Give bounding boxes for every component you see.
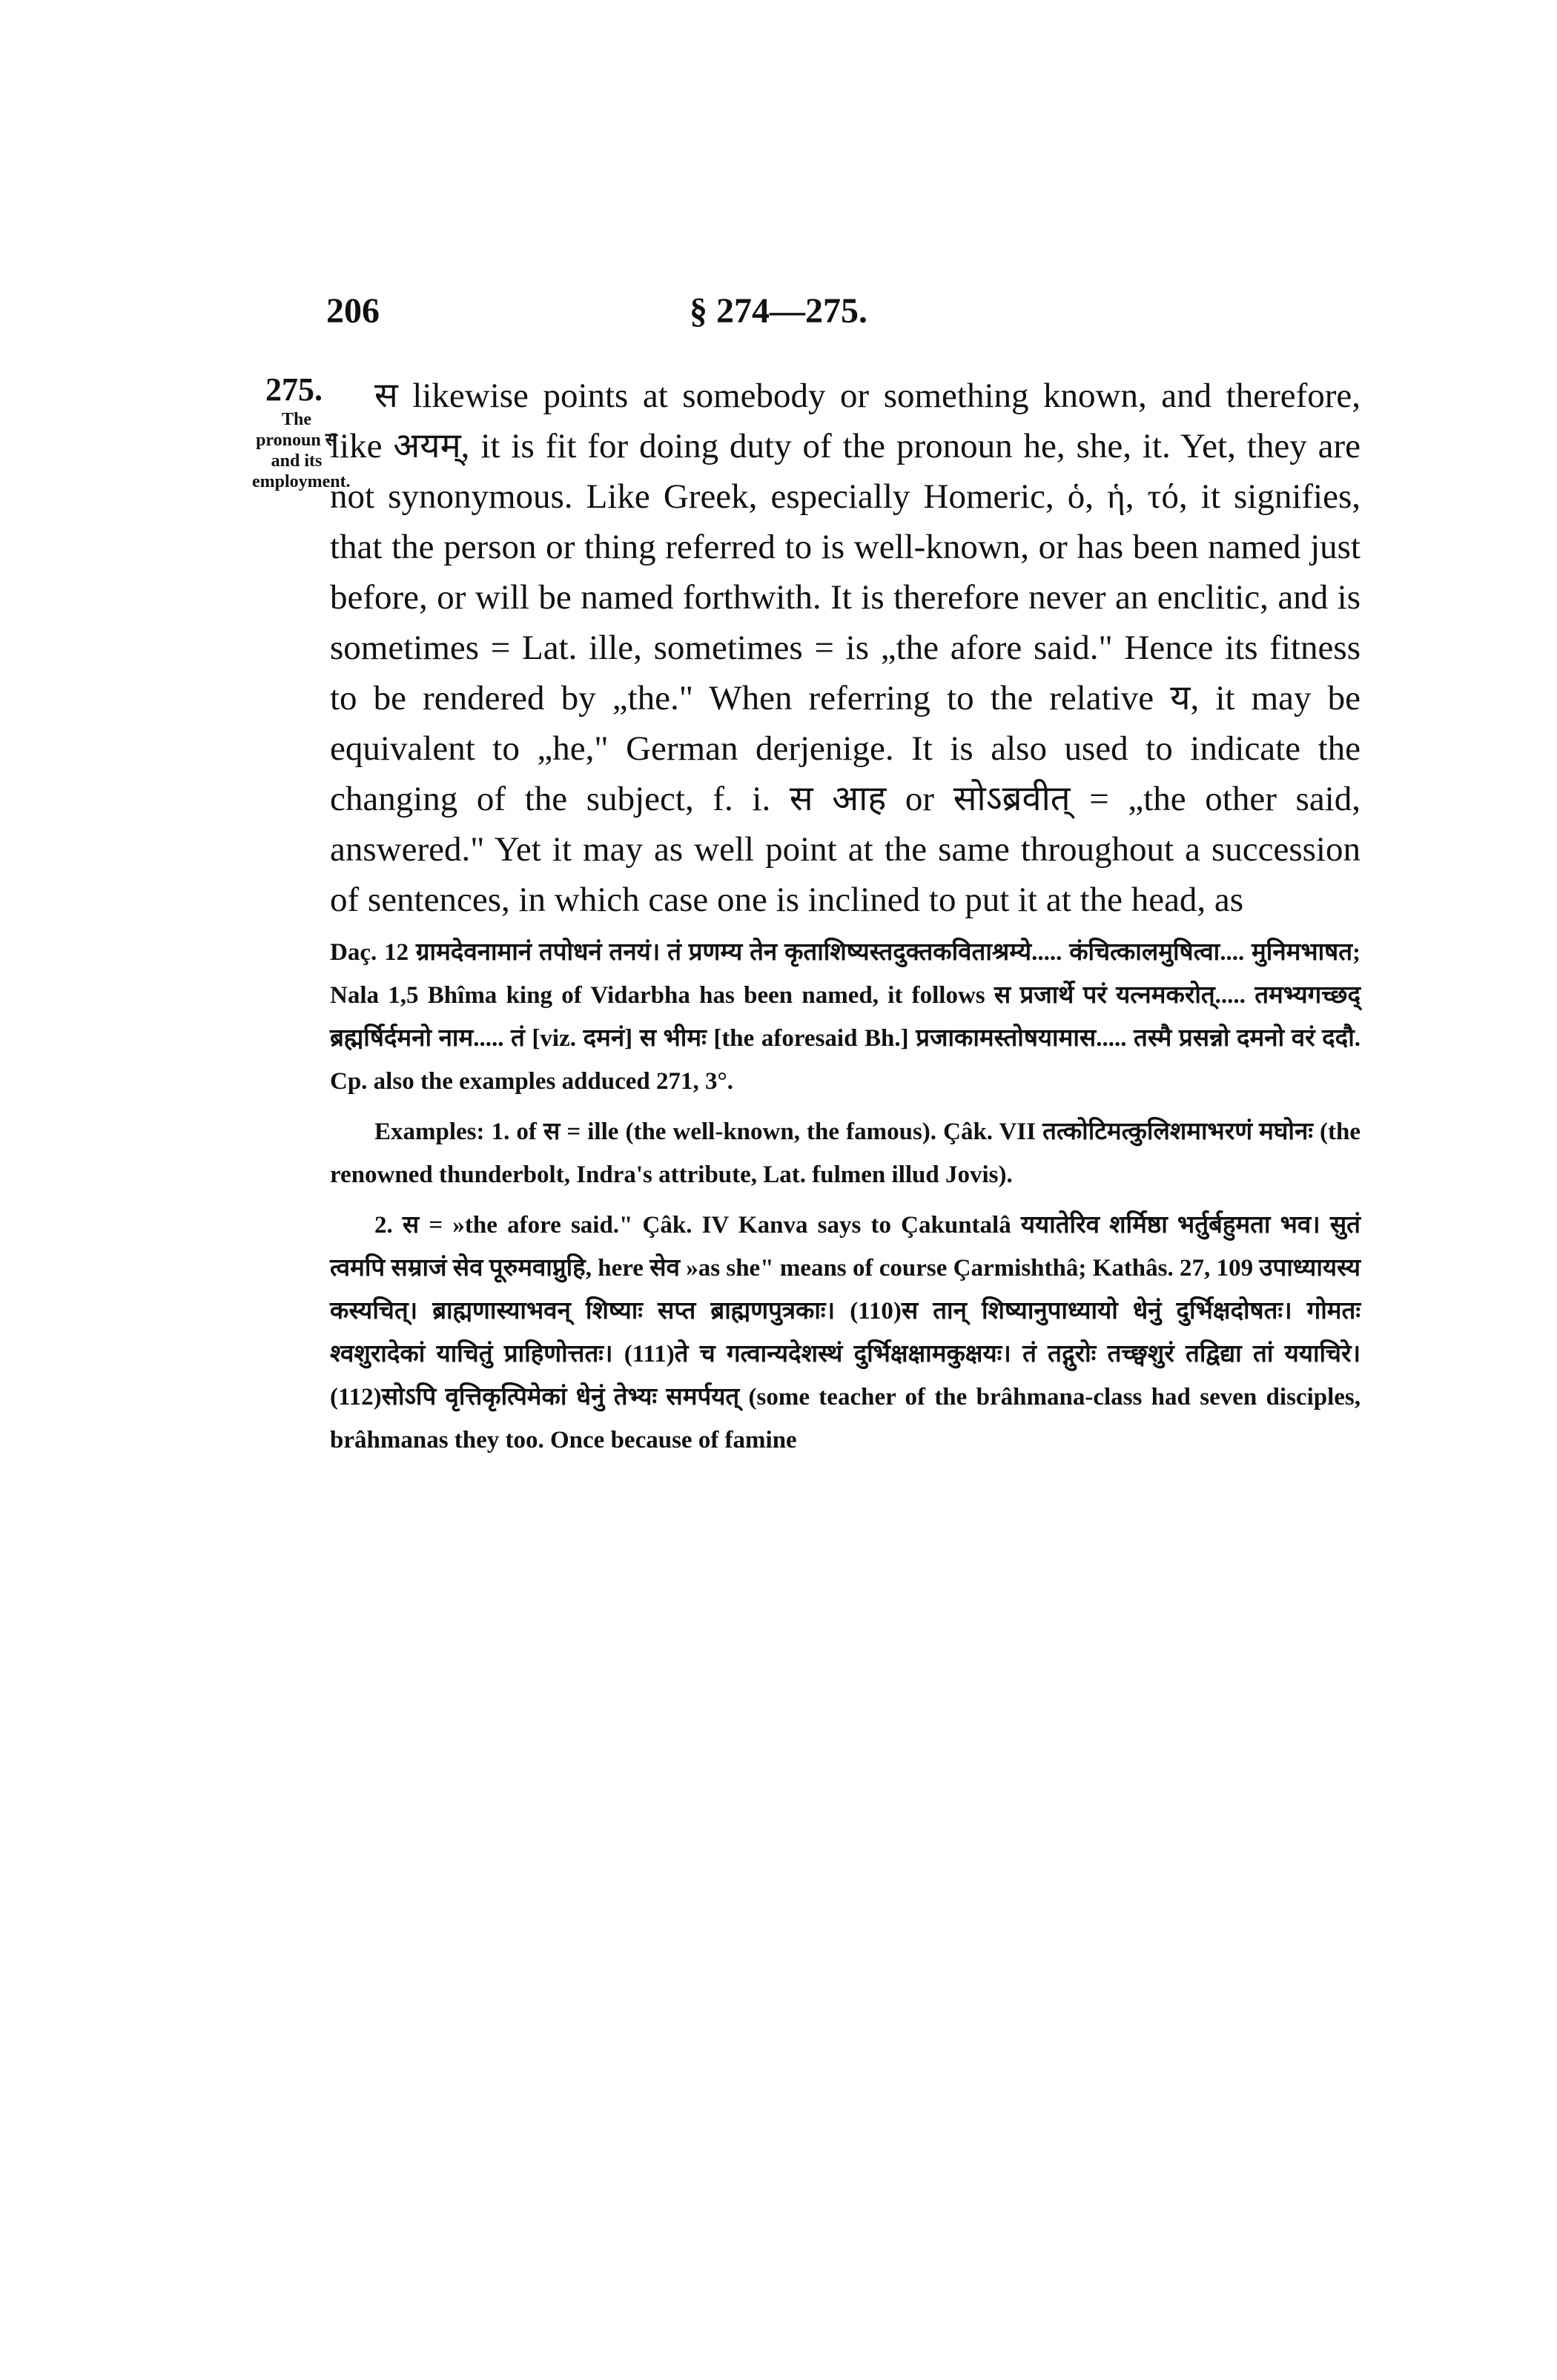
section-range: § 274—275. — [690, 291, 867, 331]
section-number: 275. — [265, 371, 323, 408]
page-number: 206 — [326, 291, 380, 331]
small-text — [330, 931, 1361, 1469]
page-header — [326, 291, 1364, 335]
paragraph: 2. स = »the afore said." Çâk. IV Kanva says to Çakuntalâ ययातेरिव शर्मिष्ठा भर्तुर्बहुमता भव। सुतं त्वमपि सम्राजं सेव पूरुमवाप्नुहि, here सेव »as she" means of course Çarmishthâ; Kathâs. 27, 109 उपाध्यायस्य कस्यचित्। ब्राह्मणास्याभवन् शिष्याः सप्त ब्राह्मणपुत्रकाः। (110)स तान् शिष्यानुपाध्यायो धेनुं दुर्भिक्षदोषतः। गोमतः श्वशुरादेकां याचितुं प्राहिणोत्ततः। (111)ते च गत्वान्यदेशस्थं दुर्भिक्षक्षामकुक्षयः। तं तद्गुरोः तच्छ्वशुरं तद्विद्या तां ययाचिरे। (112)सोऽपि वृत्तिकृत्पिमेकां धेनुं तेभ्यः समर्पयत् (some teacher of the brâhmana-class had seven disciples, brâhmanas they too. Once because of famine — [330, 1212, 1361, 1453]
main-text — [330, 371, 1361, 925]
paragraph: Examples: 1. of स = ille (the well-known, the famous). Çâk. VII तत्कोटिमत्कुलिशमाभरणं मघोनः (the renowned thunderbolt, Indra's attribute, Lat. fulmen illud Jovis). — [330, 1118, 1361, 1188]
paragraph: Daç. 12 ग्रामदेवनामानं तपोधनं तनयं। तं प्रणम्य तेन कृताशिष्यस्तदुक्तकविताश्रम्ये..... कंचित्कालमुषित्वा.... मुनिमभाषत; Nala 1,5 Bhîma king of Vidarbha has been named, it follows स प्रजार्थे परं यत्नमकरोत्..... तमभ्यगच्छद् ब्रह्मर्षिर्दमनो नाम..... तं [viz. दमनं] स भीमः [the aforesaid Bh.] प्रजाकामस्तोषयामास..... तस्मै प्रसन्नो दमनो वरं ददौ. Cp. also the examples adduced 271, 3°. — [330, 939, 1361, 1095]
paragraph: स likewise points at somebody or something known, and therefore, like अयम्, it is fit for doing duty of the pronoun he, she, it. Yet, they are not synonymous. Like Greek, especially Homeric, ὁ, ἡ, τό, it signifies, that the person or thing referred to is well-known, or has been named just before, or will be named forthwith. It is therefore never an enclitic, and is sometimes = Lat. ille, sometimes = is „the afore said." Hence its fitness to be rendered by „the." When referring to the relative य, it may be equivalent to „he," German derjenige. It is also used to indicate the changing of the subject, f. i. स आह or सोऽब्रवीत् = „the other said, answered." Yet it may as well point at the same throughout a succession of sentences, in which case one is inclined to put it at the head, as — [330, 377, 1361, 919]
margin-note: The pronoun स and its employment. — [252, 410, 351, 491]
